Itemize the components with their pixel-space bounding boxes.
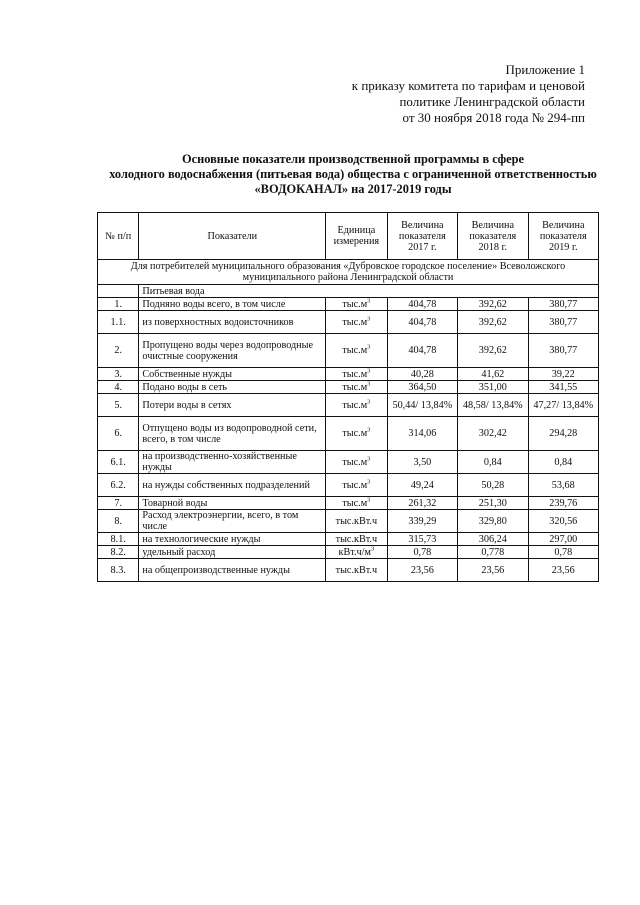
header-num: № п/п: [98, 213, 139, 260]
row-name: Подняно воды всего, в том числе: [139, 298, 326, 311]
unit-superscript: 3: [367, 315, 371, 323]
appendix-line-2: к приказу комитета по тарифам и ценовой: [351, 78, 585, 93]
row-value-2019: 294,28: [528, 417, 598, 451]
row-value-2017: 40,28: [387, 368, 457, 381]
row-num: 8.: [98, 510, 139, 533]
row-num: 6.1.: [98, 451, 139, 474]
row-unit: [326, 334, 388, 368]
row-name: Расход электроэнергии, всего, в том числе: [139, 510, 326, 533]
row-name: из поверхностных водоисточников: [139, 311, 326, 334]
row-value-2018: 41,62: [458, 368, 528, 381]
row-name: Отпущено воды из водопроводной сети, всего, в том числе: [139, 417, 326, 451]
row-num: 1.1.: [98, 311, 139, 334]
unit-text: тыс.кВт.ч: [335, 564, 378, 576]
row-name: на производственно-хозяйственные нужды: [139, 451, 326, 474]
row-unit: [326, 510, 388, 533]
header-unit: Единица измерения: [326, 213, 388, 260]
row-value-2018: 306,24: [458, 533, 528, 546]
row-value-2017: 404,78: [387, 298, 457, 311]
unit-text: тыс.м: [342, 428, 368, 439]
row-value-2019: 341,55: [528, 381, 598, 394]
table-row: [98, 451, 599, 474]
table-row: [98, 311, 599, 334]
table-row: [98, 298, 599, 311]
row-num: 8.1.: [98, 533, 139, 546]
table-header-row: [98, 213, 599, 260]
row-value-2017: 23,56: [387, 559, 457, 582]
unit-superscript: 3: [367, 496, 371, 504]
table-row: [98, 334, 599, 368]
row-value-2017: 314,06: [387, 417, 457, 451]
row-value-2018: 302,42: [458, 417, 528, 451]
row-value-2019: 39,22: [528, 368, 598, 381]
header-2017: Величина показателя 2017 г.: [387, 213, 457, 260]
unit-superscript: 3: [367, 426, 371, 434]
row-value-2019: 297,00: [528, 533, 598, 546]
row-unit: [326, 474, 388, 497]
row-num: 7.: [98, 497, 139, 510]
header-2019: Величина показателя 2019 г.: [528, 213, 598, 260]
header-2018: Величина показателя 2018 г.: [458, 213, 528, 260]
table-row: [98, 381, 599, 394]
title-line-2: холодного водоснабжения (питьевая вода) общества с ограниченной ответственностью: [109, 167, 597, 181]
unit-superscript: 3: [367, 367, 371, 375]
row-value-2019: 320,56: [528, 510, 598, 533]
row-value-2018: 251,30: [458, 497, 528, 510]
unit-text: кВт.ч/м: [338, 546, 371, 558]
unit-superscript: 3: [367, 297, 371, 305]
row-value-2017: 261,32: [387, 497, 457, 510]
unit-text: тыс.м: [342, 316, 368, 328]
appendix-line-4: от 30 ноября 2018 года № 294-пп: [402, 110, 585, 125]
row-name: на нужды собственных подразделений: [139, 474, 326, 497]
unit-text: тыс.м: [342, 381, 368, 393]
subsection-title: Питьевая вода: [139, 285, 599, 298]
table-row: [98, 533, 599, 546]
row-value-2019: 23,56: [528, 559, 598, 582]
row-num: 3.: [98, 368, 139, 381]
row-name: Подано воды в сеть: [139, 381, 326, 394]
row-unit: [326, 394, 388, 417]
row-value-2017: 50,44/ 13,84%: [387, 394, 457, 417]
row-num: 2.: [98, 334, 139, 368]
row-unit: [326, 417, 388, 451]
row-value-2018: 392,62: [458, 334, 528, 368]
row-num: 1.: [98, 298, 139, 311]
row-value-2019: 380,77: [528, 311, 598, 334]
row-value-2019: 47,27/ 13,84%: [528, 394, 598, 417]
row-value-2017: 315,73: [387, 533, 457, 546]
unit-superscript: 3: [367, 455, 371, 463]
row-value-2017: 0,78: [387, 546, 457, 559]
row-num: 8.2.: [98, 546, 139, 559]
unit-text: тыс.м: [342, 456, 368, 468]
row-value-2019: 0,78: [528, 546, 598, 559]
row-num: 8.3.: [98, 559, 139, 582]
row-name: Собственные нужды: [139, 368, 326, 381]
row-value-2017: 404,78: [387, 311, 457, 334]
row-name: на технологические нужды: [139, 533, 326, 546]
row-unit: [326, 533, 388, 546]
table-row: [98, 474, 599, 497]
row-num: 4.: [98, 381, 139, 394]
row-unit: [326, 298, 388, 311]
row-unit: [326, 451, 388, 474]
unit-text: тыс.м: [342, 497, 368, 509]
unit-superscript: 3: [367, 380, 371, 388]
unit-text: тыс.кВт.ч: [335, 515, 378, 527]
unit-superscript: 3: [367, 343, 371, 351]
section-title: Для потребителей муниципального образования «Дубровское городское поселение» Всеволожского муниципального района Ленинградской области: [98, 260, 599, 285]
unit-text: тыс.м: [342, 345, 368, 356]
row-value-2018: 351,00: [458, 381, 528, 394]
row-value-2018: 329,80: [458, 510, 528, 533]
row-value-2017: 3,50: [387, 451, 457, 474]
row-unit: [326, 546, 388, 559]
row-num: 5.: [98, 394, 139, 417]
table-row: [98, 368, 599, 381]
indicators-table: [97, 212, 599, 582]
row-value-2018: 0,84: [458, 451, 528, 474]
section-row: [98, 260, 599, 285]
table-row: [98, 497, 599, 510]
header-name: Показатели: [139, 213, 326, 260]
row-value-2019: 0,84: [528, 451, 598, 474]
table-row: [98, 559, 599, 582]
title-line-1: Основные показатели производственной программы в сфере: [181, 152, 525, 166]
unit-text: тыс.м: [342, 479, 368, 491]
row-unit: [326, 381, 388, 394]
document-title: [88, 152, 618, 197]
subsection-row: [98, 285, 599, 298]
row-unit: [326, 497, 388, 510]
row-name: Товарной воды: [139, 497, 326, 510]
row-value-2018: 50,28: [458, 474, 528, 497]
row-value-2019: 239,76: [528, 497, 598, 510]
row-num: 6.: [98, 417, 139, 451]
appendix-line-3: политике Ленинградской области: [399, 94, 585, 109]
row-value-2018: 392,62: [458, 298, 528, 311]
row-name: Потери воды в сетях: [139, 394, 326, 417]
table-row: [98, 546, 599, 559]
title-line-3: «ВОДОКАНАЛ» на 2017-2019 годы: [254, 182, 452, 196]
row-name: Пропущено воды через водопроводные очистные сооружения: [139, 334, 326, 368]
row-unit: [326, 368, 388, 381]
unit-text: тыс.кВт.ч: [335, 533, 378, 545]
row-value-2019: 53,68: [528, 474, 598, 497]
table-row: [98, 394, 599, 417]
row-value-2017: 364,50: [387, 381, 457, 394]
row-num: 6.2.: [98, 474, 139, 497]
row-value-2017: 404,78: [387, 334, 457, 368]
row-value-2017: 49,24: [387, 474, 457, 497]
table-row: [98, 417, 599, 451]
row-name: на общепроизводственные нужды: [139, 559, 326, 582]
row-name: удельный расход: [139, 546, 326, 559]
row-value-2018: 0,778: [458, 546, 528, 559]
row-value-2019: 380,77: [528, 298, 598, 311]
appendix-line-1: Приложение 1: [505, 62, 585, 77]
row-value-2017: 339,29: [387, 510, 457, 533]
row-value-2019: 380,77: [528, 334, 598, 368]
unit-superscript: 3: [367, 398, 371, 406]
unit-text: тыс.м: [342, 399, 368, 411]
unit-text: тыс.м: [342, 368, 368, 380]
row-value-2018: 48,58/ 13,84%: [458, 394, 528, 417]
row-value-2018: 392,62: [458, 311, 528, 334]
row-value-2018: 23,56: [458, 559, 528, 582]
table-row: [98, 510, 599, 533]
appendix-note: [325, 62, 585, 126]
row-unit: [326, 559, 388, 582]
subsection-num-cell: [98, 285, 139, 298]
unit-superscript: 3: [370, 545, 375, 553]
row-unit: [326, 311, 388, 334]
unit-superscript: 3: [367, 478, 371, 486]
unit-text: тыс.м: [342, 298, 368, 310]
